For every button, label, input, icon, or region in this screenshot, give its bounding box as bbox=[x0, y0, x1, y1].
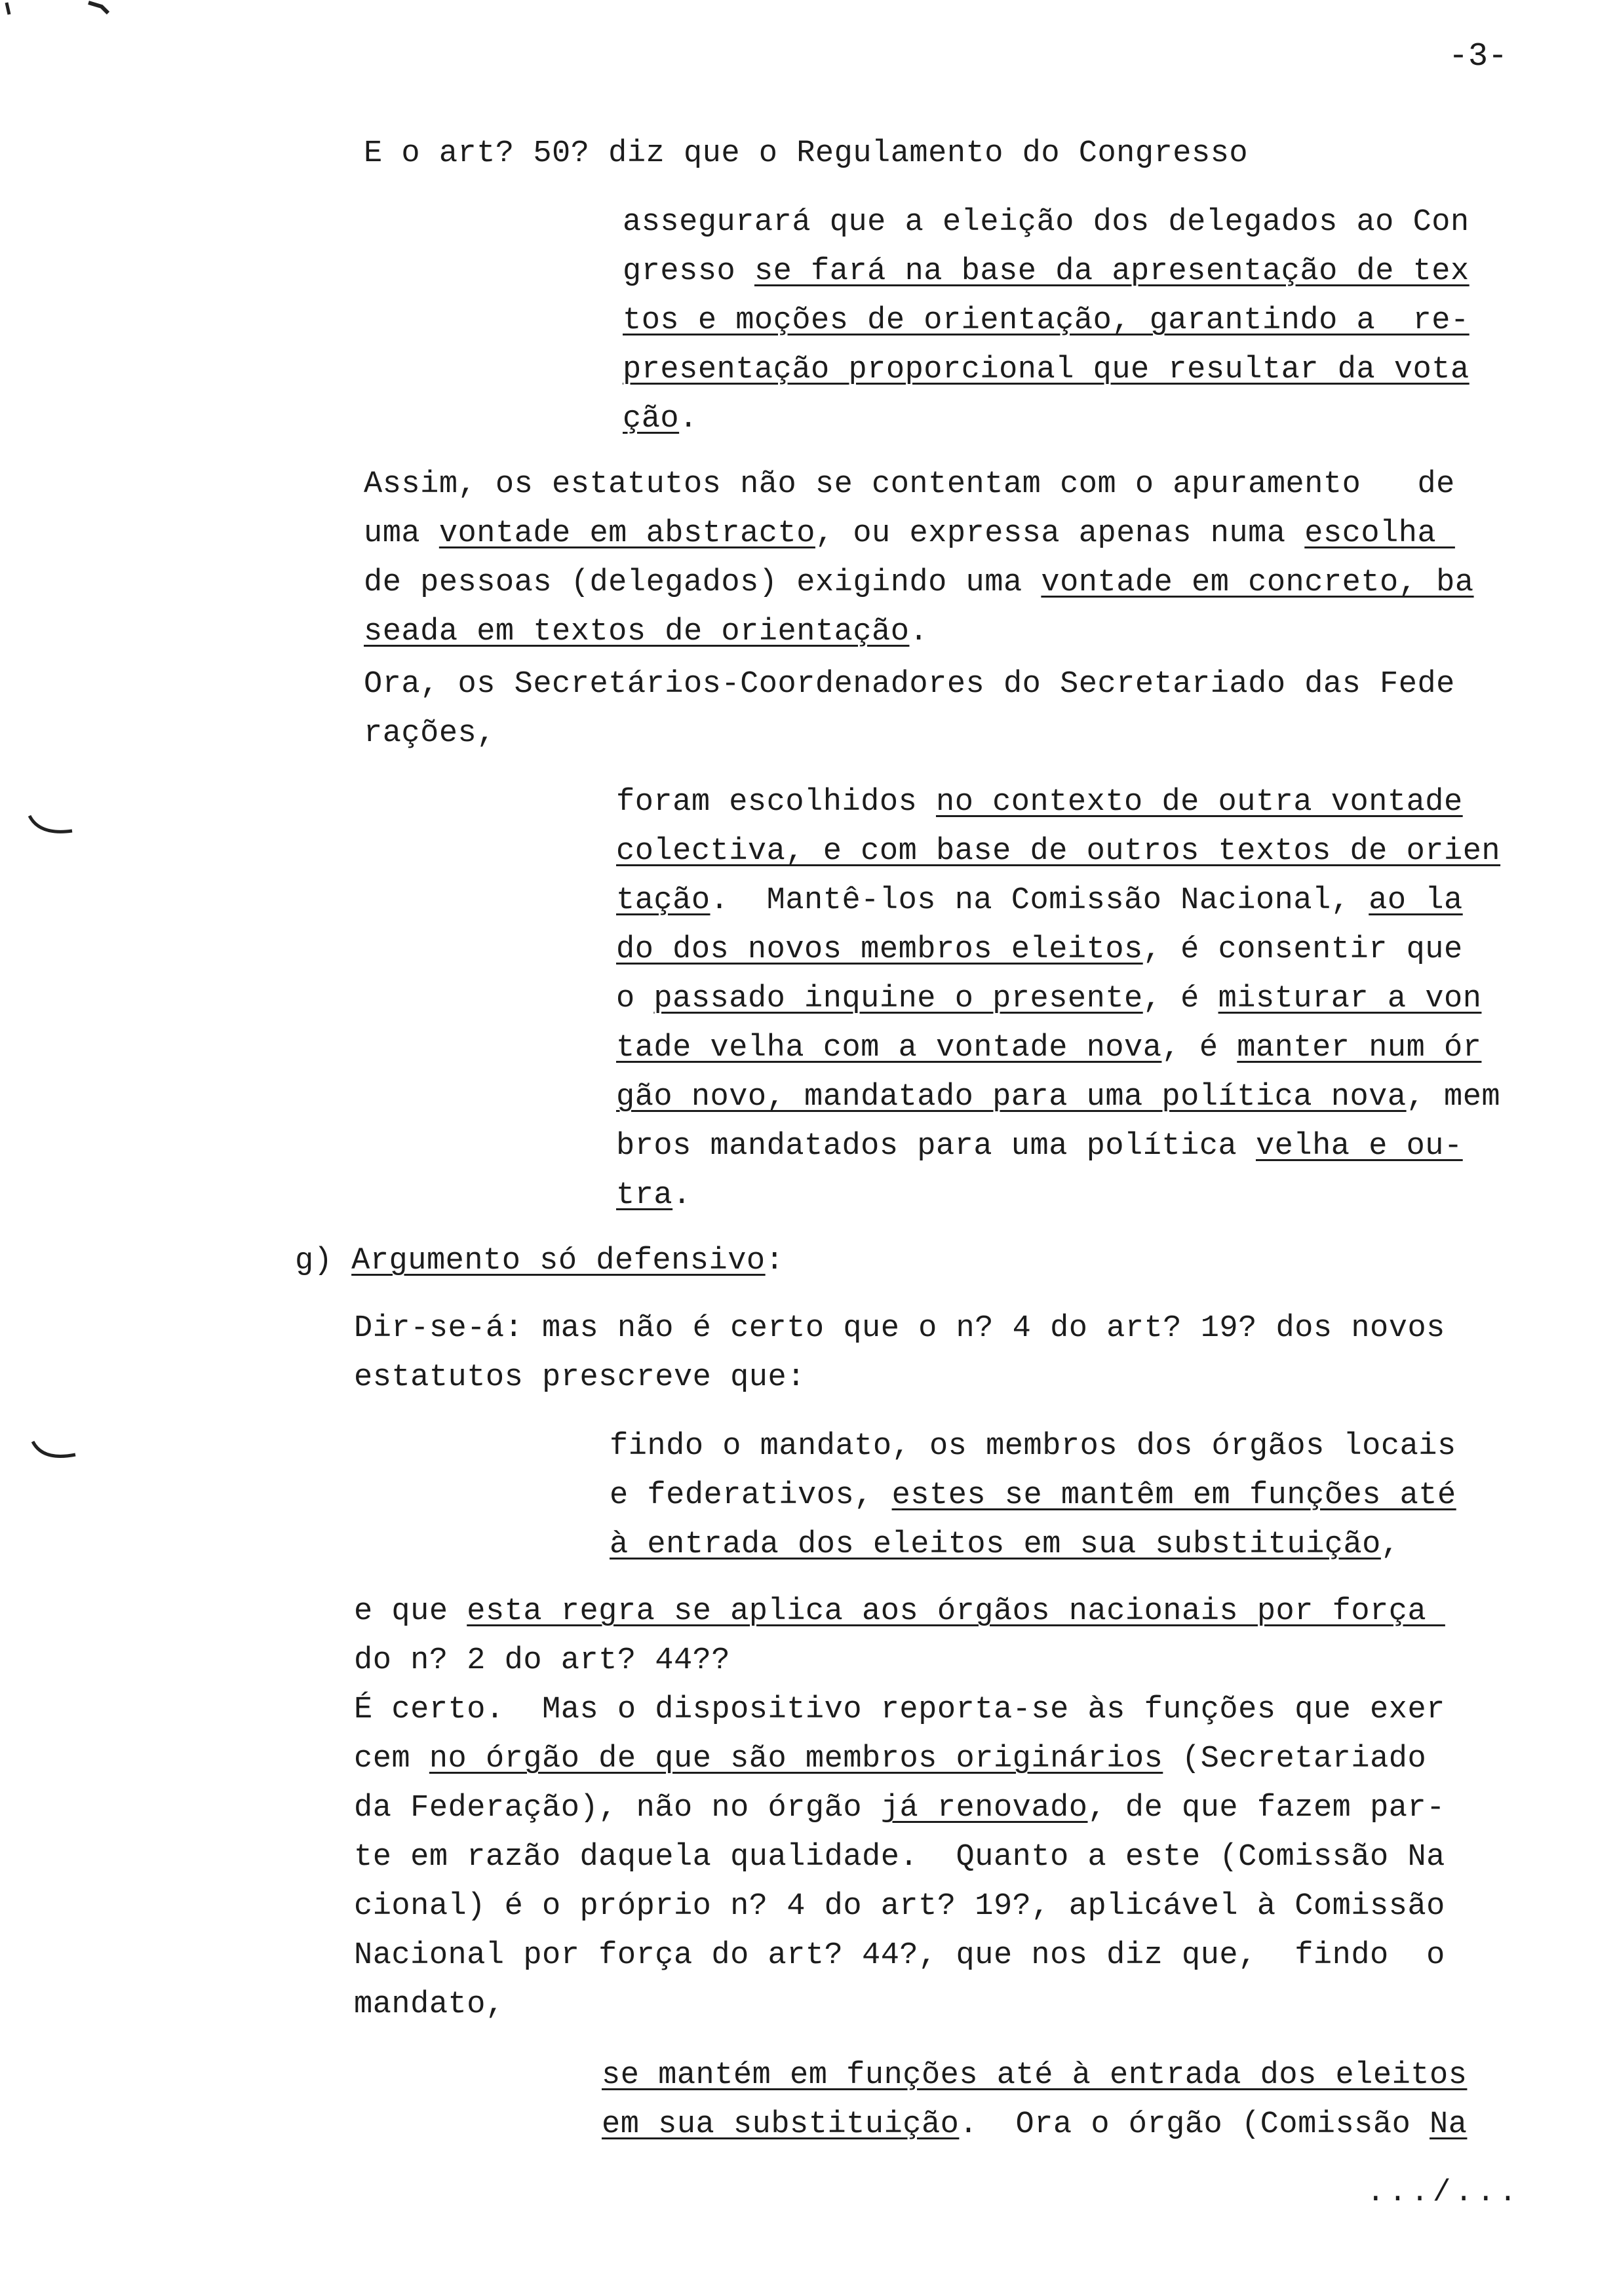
underlined-text: misturar a von bbox=[1218, 982, 1482, 1016]
text-segment: É certo. Mas o dispositivo reporta-se às funções que exer bbox=[354, 1693, 1445, 1727]
text-segment: foram escolhidos bbox=[616, 785, 936, 820]
text-segment: e que bbox=[354, 1594, 467, 1629]
text-line bbox=[616, 1176, 691, 1215]
text-segment: . Mantê-los na Comissão Nacional, bbox=[710, 883, 1369, 918]
text-line bbox=[354, 1691, 1445, 1730]
text-line bbox=[364, 714, 496, 754]
underlined-text: tra bbox=[616, 1178, 673, 1213]
text-line bbox=[354, 1789, 1445, 1828]
underlined-text: vontade em concreto, ba bbox=[1041, 565, 1474, 600]
text-segment: findo o mandato, os membros dos órgãos locais bbox=[610, 1429, 1456, 1464]
text-segment: de pessoas (delegados) exigindo uma bbox=[364, 565, 1041, 600]
underlined-text: Argumento só defensivo bbox=[351, 1244, 766, 1278]
underlined-text: vontade em abstracto bbox=[438, 516, 815, 551]
continuation-mark: .../... bbox=[1367, 2175, 1521, 2210]
underlined-text: presentação proporcional que resultar da vota bbox=[623, 353, 1469, 387]
text-segment: . Ora o órgão (Comissão bbox=[959, 2107, 1430, 2142]
punch-hole-mark-lower bbox=[29, 1438, 82, 1464]
text-segment: g) bbox=[295, 1244, 352, 1278]
text-line bbox=[354, 1985, 505, 2025]
text-line bbox=[616, 1127, 1463, 1166]
text-segment: , ou expressa apenas numa bbox=[815, 516, 1305, 551]
text-line bbox=[616, 783, 1463, 822]
text-line bbox=[623, 301, 1469, 341]
text-line bbox=[623, 400, 698, 439]
text-segment: Ora, os Secretários-Coordenadores do Secretariado das Fede bbox=[364, 667, 1455, 702]
underlined-text: estes se mantêm em funções até bbox=[891, 1478, 1456, 1513]
text-segment: bros mandatados para uma política bbox=[616, 1129, 1256, 1164]
text-segment: uma bbox=[364, 516, 439, 551]
text-segment: Nacional por força do art? 44?, que nos diz que, findo o bbox=[354, 1938, 1445, 1973]
page-number: -3- bbox=[1449, 38, 1508, 75]
text-line bbox=[610, 1427, 1456, 1466]
underlined-text: do dos novos membros eleitos bbox=[616, 932, 1143, 967]
underlined-text: já renovado bbox=[880, 1791, 1088, 1826]
text-line bbox=[602, 2056, 1467, 2095]
text-line bbox=[354, 1592, 1445, 1632]
text-segment: o bbox=[616, 982, 654, 1016]
underlined-text: em sua substituição bbox=[602, 2107, 960, 2142]
text-line bbox=[616, 1078, 1500, 1117]
underlined-text: se mantém em funções até à entrada dos eleitos bbox=[602, 2058, 1468, 2093]
underlined-text: esta regra se aplica aos órgãos nacionais por força bbox=[467, 1594, 1445, 1629]
text-segment: , é bbox=[1142, 982, 1218, 1016]
text-line bbox=[354, 1309, 1445, 1349]
text-line bbox=[616, 930, 1463, 970]
text-segment: cional) é o próprio n? 4 do art? 19?, aplicável à Comissão bbox=[354, 1889, 1445, 1924]
underlined-text: escolha bbox=[1304, 516, 1455, 551]
text-line bbox=[623, 252, 1469, 292]
underlined-text: ção bbox=[623, 402, 680, 436]
underlined-text: seada em textos de orientação bbox=[364, 615, 910, 649]
text-segment: rações, bbox=[364, 716, 496, 751]
text-line bbox=[364, 564, 1474, 603]
text-line bbox=[354, 1641, 730, 1681]
underlined-text: à entrada dos eleitos em sua substituição bbox=[610, 1527, 1381, 1562]
text-line bbox=[354, 1936, 1445, 1976]
text-segment: . bbox=[909, 615, 929, 649]
text-line bbox=[364, 665, 1455, 704]
text-segment: , é consentir que bbox=[1142, 932, 1463, 967]
text-line bbox=[602, 2105, 1467, 2145]
text-line bbox=[616, 881, 1463, 921]
text-segment: te em razão daquela qualidade. Quanto a este (Comissão Na bbox=[354, 1840, 1445, 1875]
text-segment: gresso bbox=[623, 254, 754, 289]
underlined-text: passado inquine o presente bbox=[653, 982, 1143, 1016]
text-segment: cem bbox=[354, 1742, 429, 1776]
text-segment: , mem bbox=[1406, 1080, 1501, 1115]
text-segment: , de que fazem par- bbox=[1087, 1791, 1445, 1826]
text-segment: estatutos prescreve que: bbox=[354, 1360, 806, 1395]
text-line bbox=[354, 1838, 1445, 1877]
text-line bbox=[354, 1887, 1445, 1926]
text-line bbox=[623, 203, 1469, 242]
text-line bbox=[354, 1358, 806, 1398]
text-line bbox=[354, 1740, 1426, 1779]
underlined-text: gão novo, mandatado para uma política nova bbox=[616, 1080, 1407, 1115]
text-line bbox=[364, 514, 1455, 554]
text-line bbox=[623, 351, 1469, 390]
underlined-text: colectiva, e com base de outros textos de orien bbox=[616, 834, 1501, 869]
underlined-text: se fará na base da apresentação de tex bbox=[754, 254, 1469, 289]
text-segment: assegurará que a eleição dos delegados ao Con bbox=[623, 205, 1469, 240]
underlined-text: tade velha com a vontade nova bbox=[616, 1031, 1162, 1065]
underlined-text: velha e ou- bbox=[1255, 1129, 1463, 1164]
text-segment: E o art? 50? diz que o Regulamento do Congresso bbox=[364, 136, 1249, 171]
text-segment: Assim, os estatutos não se contentam com o apuramento de bbox=[364, 467, 1455, 502]
text-segment: . bbox=[672, 1178, 691, 1213]
text-line bbox=[610, 1476, 1456, 1516]
text-line bbox=[364, 613, 928, 652]
underlined-text: tação bbox=[616, 883, 710, 918]
text-segment: , é bbox=[1161, 1031, 1237, 1065]
underlined-text: no órgão de que são membros originários bbox=[429, 1742, 1163, 1776]
underlined-text: tos e moções de orientação, garantindo a re- bbox=[623, 303, 1469, 338]
text-segment: e federativos, bbox=[610, 1478, 892, 1513]
text-segment: mandato, bbox=[354, 1987, 505, 2022]
underlined-text: ao la bbox=[1369, 883, 1463, 918]
text-line bbox=[616, 1029, 1481, 1068]
text-line bbox=[364, 465, 1455, 505]
punch-hole-mark-upper bbox=[26, 813, 79, 839]
text-line bbox=[616, 980, 1481, 1019]
text-segment: do n? 2 do art? 44?? bbox=[354, 1643, 731, 1678]
text-line bbox=[364, 134, 1248, 174]
underlined-text: manter num ór bbox=[1237, 1031, 1482, 1065]
text-line bbox=[295, 1242, 784, 1281]
underlined-text: Na bbox=[1430, 2107, 1468, 2142]
text-segment: Dir-se-á: mas não é certo que o n? 4 do art? 19? dos novos bbox=[354, 1311, 1445, 1346]
text-segment: da Federação), não no órgão bbox=[354, 1791, 881, 1826]
text-segment: : bbox=[765, 1244, 785, 1278]
underlined-text: no contexto de outra vontade bbox=[935, 785, 1463, 820]
text-line bbox=[616, 832, 1500, 871]
text-segment: , bbox=[1380, 1527, 1400, 1562]
text-segment: . bbox=[679, 402, 698, 436]
text-segment: (Secretariado bbox=[1163, 1742, 1427, 1776]
scan-mark-top-left bbox=[0, 0, 144, 20]
text-line bbox=[610, 1525, 1400, 1565]
